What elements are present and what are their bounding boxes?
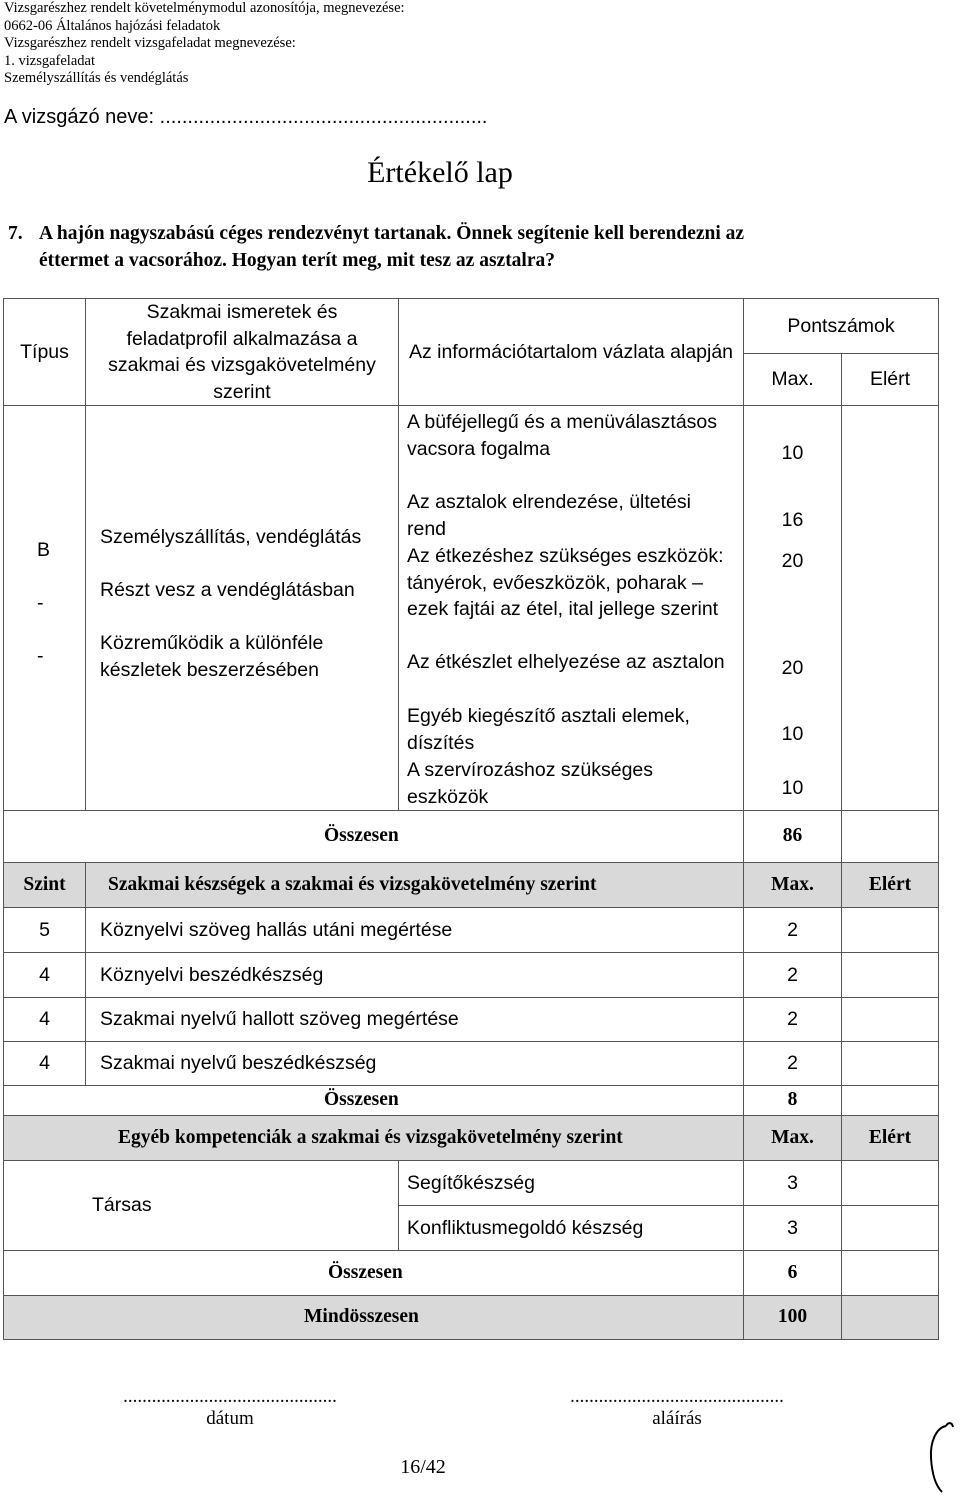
got-cell xyxy=(842,1206,939,1251)
header-line: Vizsgarészhez rendelt követelménymodul azonosítója, megnevezése: xyxy=(4,0,405,16)
skill-name: Köznyelvi szöveg hallás utáni megértése xyxy=(86,908,744,953)
max-value: 20 xyxy=(781,550,804,572)
date-dots: ............................................. xyxy=(123,1386,337,1407)
got-cell xyxy=(842,998,939,1042)
skill-name: Köznyelvi beszédkészség xyxy=(86,953,744,998)
got-cell xyxy=(842,1042,939,1086)
info-item: Egyéb kiegészítő asztali elemek, díszítés xyxy=(407,705,690,754)
col-type-header: Típus xyxy=(4,299,86,406)
competence-name: Konfliktusmegoldó készség xyxy=(399,1206,744,1251)
page-title: Értékelő lap xyxy=(367,156,513,189)
col-level-header: Szint xyxy=(4,863,86,908)
info-item: Az asztalok elrendezése, ültetési rend xyxy=(407,491,691,540)
got-cell xyxy=(842,908,939,953)
info-item: Az étkezéshez szükséges eszközök: tányérok, evőeszközök, poharak – ezek fajtái az étel, ital jellege szerint xyxy=(407,545,724,620)
profile-item: Személyszállítás, vendéglátás xyxy=(100,526,362,548)
sign-dots: ............................................. xyxy=(570,1386,784,1407)
competence-name: Segítőkészség xyxy=(399,1161,744,1206)
type-cell xyxy=(4,406,86,811)
total-value: 86 xyxy=(744,811,842,863)
total-label: Összesen xyxy=(4,1251,744,1296)
col-max-header: Max. xyxy=(744,353,842,406)
total-label: Összesen xyxy=(4,811,744,863)
max-value: 10 xyxy=(781,723,804,745)
sign-signature-block xyxy=(537,1386,817,1430)
question xyxy=(8,220,908,274)
got-cell xyxy=(842,811,939,863)
col-skill-header: Szakmai készségek a szakmai és vizsgakövetelmény szerint xyxy=(86,863,744,908)
profile-item: Közreműködik a különféle készletek beszerzésében xyxy=(100,632,324,681)
col-got-header: Elért xyxy=(842,863,939,908)
question-line: A hajón nagyszabású céges rendezvényt tartanak. Önnek segítenie kell berendezni az xyxy=(39,223,745,244)
total-value: 6 xyxy=(744,1251,842,1296)
skill-name: Szakmai nyelvű hallott szöveg megértése xyxy=(86,998,744,1042)
info-item: A szervírozáshoz szükséges eszközök xyxy=(407,759,654,808)
max-value: 20 xyxy=(781,657,804,679)
max-value: 10 xyxy=(781,777,804,799)
got-cell xyxy=(842,1161,939,1206)
evaluation-table xyxy=(3,298,939,1340)
got-cell xyxy=(842,1296,939,1340)
col-max-header: Max. xyxy=(744,1116,842,1161)
got-cell xyxy=(842,1086,939,1116)
type-value: B xyxy=(37,539,51,561)
header-line: Személyszállítás és vendéglátás xyxy=(4,70,189,87)
level-value: 4 xyxy=(4,998,86,1042)
max-value: 2 xyxy=(744,998,842,1042)
max-value: 16 xyxy=(781,509,804,531)
type-value: - xyxy=(37,645,44,667)
grand-total-value: 100 xyxy=(744,1296,842,1340)
skill-name: Szakmai nyelvű beszédkészség xyxy=(86,1042,744,1086)
max-value: 3 xyxy=(744,1161,842,1206)
grand-total-label: Mindösszesen xyxy=(4,1296,744,1340)
total-label: Összesen xyxy=(4,1086,744,1116)
col-profile-header: Szakmai ismeretek és feladatprofil alkalmazása a szakmai és vizsgakövetelmény szerint xyxy=(86,299,399,406)
max-value: 2 xyxy=(744,953,842,998)
header-line: 0662-06 Általános hajózási feladatok xyxy=(4,17,221,34)
profile-item: Részt vesz a vendéglátásban xyxy=(100,579,355,601)
document-header xyxy=(4,0,944,88)
level-value: 4 xyxy=(4,953,86,998)
col-info-header: Az információtartalom vázlata alapján xyxy=(399,299,744,406)
question-line: éttermet a vacsorához. Hogyan terít meg, mit tesz az asztalra? xyxy=(39,250,556,271)
col-got-header: Elért xyxy=(842,1116,939,1161)
question-number: 7. xyxy=(8,223,23,244)
candidate-name-line: A vizsgázó neve: ........................................................... xyxy=(4,106,488,128)
col-max-header: Max. xyxy=(744,863,842,908)
max-cell xyxy=(744,406,842,811)
info-item: Az étkészlet elhelyezése az asztalon xyxy=(407,651,725,673)
level-value: 5 xyxy=(4,908,86,953)
competence-header: Egyéb kompetenciák a szakmai és vizsgakövetelmény szerint xyxy=(4,1116,744,1161)
info-item: A büféjellegű és a menüválasztásos vacsora fogalma xyxy=(407,411,718,460)
profile-cell xyxy=(86,406,399,811)
total-value: 8 xyxy=(744,1086,842,1116)
competence-group: Társas xyxy=(4,1161,399,1251)
max-value: 3 xyxy=(744,1206,842,1251)
col-got-header: Elért xyxy=(842,353,939,406)
max-value: 10 xyxy=(781,442,804,464)
sign-label: aláírás xyxy=(652,1408,702,1429)
header-line: Vizsgarészhez rendelt vizsgafeladat megnevezése: xyxy=(4,35,296,52)
date-label: dátum xyxy=(206,1408,254,1429)
max-value: 2 xyxy=(744,908,842,953)
info-cell xyxy=(399,406,744,811)
type-value: - xyxy=(37,592,44,614)
max-value: 2 xyxy=(744,1042,842,1086)
page-number: 16/42 xyxy=(400,1456,446,1478)
col-points-header: Pontszámok xyxy=(744,299,939,354)
got-cell xyxy=(842,1251,939,1296)
level-value: 4 xyxy=(4,1042,86,1086)
got-cell xyxy=(842,953,939,998)
got-cell xyxy=(842,406,939,811)
date-signature-block xyxy=(90,1386,370,1430)
handwritten-mark-icon xyxy=(922,1418,958,1500)
header-line: 1. vizsgafeladat xyxy=(4,52,95,69)
